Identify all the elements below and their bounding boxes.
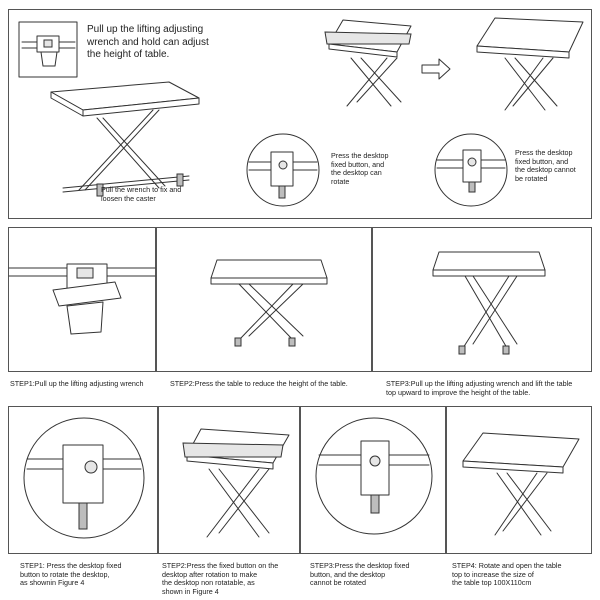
fixed-button-lock-inset — [433, 132, 509, 208]
height-step-1-panel — [8, 227, 156, 372]
fixed-button-closeup-2 — [313, 415, 435, 537]
height-step-1-label: STEP1:Pull up the lifting adjusting wrench — [10, 379, 144, 388]
rotate-step-4-panel — [446, 406, 592, 554]
table-low-illustration — [209, 254, 329, 350]
rotate-step-1-label: STEP1: Press the desktop fixed button to rotate the desktop, as shownin Figure 4 — [20, 561, 122, 588]
rotate-step-3-panel — [300, 406, 446, 554]
table-with-caster-illustration — [49, 80, 209, 200]
height-step-2-panel — [156, 227, 372, 372]
wrench-inset-illustration — [19, 22, 79, 82]
caster-instruction-text: Pull the wrench to fix and loosen the caster — [101, 185, 182, 203]
rotate-step-3-label: STEP3:Press the desktop fixed button, and the desktop cannot be rotated — [310, 561, 410, 588]
rotate-step-4-label: STEP4: Rotate and open the table top to increase the size of the table top 100X110cm — [452, 561, 562, 588]
arrow-right-icon — [421, 58, 451, 80]
height-step-3-panel — [372, 227, 592, 372]
table-rotating-illustration — [179, 423, 291, 547]
height-step-3-label: STEP3:Pull up the lifting adjusting wrench and lift the table top upward to improve the height of the table. — [386, 379, 573, 397]
fixed-button-closeup-1 — [21, 415, 147, 541]
table-open-illustration — [457, 431, 583, 543]
lift-instruction-text: Pull up the lifting adjusting wrench and hold can adjust the height of table. — [87, 24, 209, 60]
rotate-step-2-panel — [158, 406, 300, 554]
table-rotated-illustration — [321, 14, 421, 114]
wrench-closeup-illustration — [9, 254, 155, 354]
fixed-button-rotate-inset — [245, 132, 321, 208]
rotate-step-2-label: STEP2:Press the fixed button on the desktop after rotation to make the desktop non rotatable, as shown in Figure 4 — [162, 561, 279, 596]
top-instruction-panel — [8, 9, 592, 219]
rotate-instruction-text: Press the desktop fixed button, and the desktop can rotate — [331, 151, 389, 186]
no-rotate-instruction-text: Press the desktop fixed button, and the desktop cannot be rotated — [515, 148, 576, 183]
rotate-step-1-panel — [8, 406, 158, 554]
table-high-illustration — [431, 248, 547, 358]
table-closed-illustration — [471, 16, 591, 116]
height-step-2-label: STEP2:Press the table to reduce the height of the table. — [170, 379, 348, 388]
